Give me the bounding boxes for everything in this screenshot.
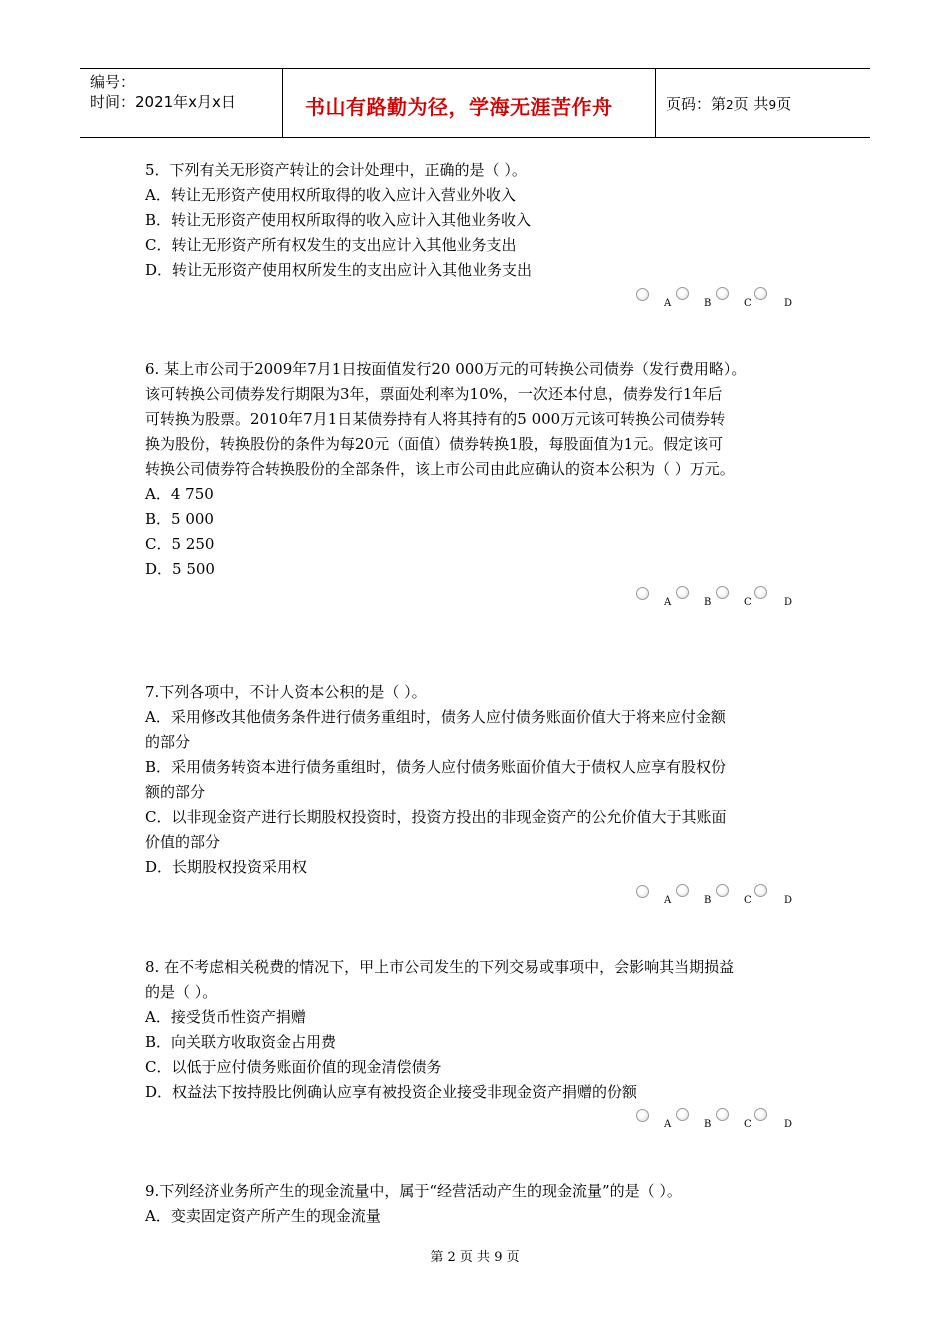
radio-label-c: C xyxy=(744,597,752,608)
radio-label-a: A xyxy=(664,895,672,906)
radio-b[interactable] xyxy=(676,1108,689,1121)
question-6-option-d: D．5 500 xyxy=(145,560,215,578)
radio-label-a: A xyxy=(664,1119,672,1130)
question-8-option-a: A．接受货币性资产捐赠 xyxy=(145,1008,306,1026)
radio-label-c: C xyxy=(744,298,752,309)
question-6-stem-line-3: 可转换为股票。2010年7月1日某债券持有人将其持有的5 000万元该可转换公司债券转 xyxy=(145,410,726,428)
page-suffix: 页 xyxy=(776,95,792,113)
radio-label-d: D xyxy=(784,597,793,608)
question-5-option-d: D．转让无形资产使用权所发生的支出应计入其他业务支出 xyxy=(145,261,533,279)
radio-label-b: B xyxy=(704,895,712,906)
question-6-stem-line-4: 换为股份，转换股份的条件为每20元（面值）债券转换1股，每股面值为1元。假定该可 xyxy=(145,435,724,453)
question-9-option-a: A．变卖固定资产所产生的现金流量 xyxy=(145,1207,381,1225)
question-8-stem-line-1: 8. 在不考虑相关税费的情况下，甲上市公司发生的下列交易或事项中，会影响其当期损益 xyxy=(145,958,735,976)
question-7-option-b-line-1: B．采用债务转资本进行债务重组时，债务人应付债务账面价值大于债权人应享有股权份 xyxy=(145,758,727,776)
radio-label-b: B xyxy=(704,597,712,608)
radio-d[interactable] xyxy=(754,1108,767,1121)
question-7-option-b-line-2: 额的部分 xyxy=(145,783,206,801)
motto-text: 书山有路勤为径，学海无涯苦作舟 xyxy=(305,95,613,119)
question-6-stem-line-1: 6. 某上市公司于2009年7月1日按面值发行20 000万元的可转换公司债券（发行费用略）。 xyxy=(145,360,747,378)
document-number-label: 编号： xyxy=(90,73,136,91)
radio-label-c: C xyxy=(744,1119,752,1130)
radio-c[interactable] xyxy=(716,287,729,300)
footer-mid: 页 共 xyxy=(459,1250,491,1265)
question-8-option-c: C．以低于应付债务账面价值的现金清偿债务 xyxy=(145,1058,442,1076)
page-current: 2 xyxy=(726,98,734,112)
radio-a[interactable] xyxy=(636,1109,649,1122)
question-7-option-a-line-2: 的部分 xyxy=(145,733,191,751)
question-8-option-d: D．权益法下按持股比例确认应享有被投资企业接受非现金资产捐赠的份额 xyxy=(145,1083,638,1101)
radio-a[interactable] xyxy=(636,587,649,600)
radio-d[interactable] xyxy=(754,884,767,897)
radio-label-b: B xyxy=(704,1119,712,1130)
radio-label-a: A xyxy=(664,298,672,309)
question-6-answer-radios xyxy=(630,584,810,614)
question-7-stem: 7.下列各项中，不计人资本公积的是（ ）。 xyxy=(145,683,427,701)
radio-c[interactable] xyxy=(716,586,729,599)
question-8-stem-line-2: 的是（ ）。 xyxy=(145,983,218,1001)
header-info-cell xyxy=(80,69,283,137)
radio-label-a: A xyxy=(664,597,672,608)
radio-a[interactable] xyxy=(636,288,649,301)
page-footer xyxy=(0,1246,950,1265)
question-6-option-a: A．4 750 xyxy=(145,485,214,503)
page-prefix: 页码：第 xyxy=(666,95,727,113)
document-time-label: 时间：2021年x月x日 xyxy=(90,93,236,111)
question-6-option-b: B．5 000 xyxy=(145,510,214,528)
header-page-number xyxy=(666,93,791,114)
radio-b[interactable] xyxy=(676,586,689,599)
radio-b[interactable] xyxy=(676,884,689,897)
question-6-stem-line-2: 该可转换公司债券发行期限为3年，票面处利率为10%，一次还本付息，债券发行1年后 xyxy=(145,385,723,403)
radio-label-d: D xyxy=(784,1119,793,1130)
question-7-option-d: D．长期股权投资采用权 xyxy=(145,858,308,876)
question-8-option-b: B．向关联方收取资金占用费 xyxy=(145,1033,337,1051)
footer-total-pages: 9 xyxy=(494,1250,503,1265)
footer-prefix: 第 xyxy=(430,1250,444,1265)
question-5-answer-radios xyxy=(630,285,810,315)
page-total: 9 xyxy=(768,98,777,112)
question-5-option-a: A．转让无形资产使用权所取得的收入应计入营业外收入 xyxy=(145,186,516,204)
question-5-option-c: C．转让无形资产所有权发生的支出应计入其他业务支出 xyxy=(145,236,517,254)
radio-c[interactable] xyxy=(716,1108,729,1121)
radio-label-c: C xyxy=(744,895,752,906)
radio-label-d: D xyxy=(784,895,793,906)
page-mid: 页 共 xyxy=(733,95,769,113)
footer-current-page: 2 xyxy=(447,1250,456,1265)
question-5-option-b: B．转让无形资产使用权所取得的收入应计入其他业务收入 xyxy=(145,211,532,229)
page-header xyxy=(80,68,870,138)
question-9-stem: 9.下列经济业务所产生的现金流量中，属于“经营活动产生的现金流量”的是（ ）。 xyxy=(145,1182,682,1200)
radio-b[interactable] xyxy=(676,287,689,300)
radio-c[interactable] xyxy=(716,884,729,897)
question-5-stem: 5．下列有关无形资产转让的会计处理中，正确的是（ ）。 xyxy=(145,161,527,179)
radio-label-b: B xyxy=(704,298,712,309)
header-motto-cell xyxy=(283,69,656,137)
question-7-option-a-line-1: A．采用修改其他债务条件进行债务重组时，债务人应付债务账面价值大于将来应付金额 xyxy=(145,708,726,726)
question-7-option-c-line-1: C．以非现金资产进行长期股权投资时，投资方投出的非现金资产的公允价值大于其账面 xyxy=(145,808,727,826)
question-8-answer-radios xyxy=(630,1106,810,1136)
question-6-stem-line-5: 转换公司债券符合转换股份的全部条件，该上市公司由此应确认的资本公积为（ ）万元。 xyxy=(145,460,735,478)
question-7-option-c-line-2: 价值的部分 xyxy=(145,833,221,851)
radio-d[interactable] xyxy=(754,287,767,300)
question-6-option-c: C．5 250 xyxy=(145,535,215,553)
radio-d[interactable] xyxy=(754,586,767,599)
radio-label-d: D xyxy=(784,298,793,309)
radio-a[interactable] xyxy=(636,885,649,898)
question-7-answer-radios xyxy=(630,882,810,912)
footer-suffix: 页 xyxy=(506,1250,520,1265)
